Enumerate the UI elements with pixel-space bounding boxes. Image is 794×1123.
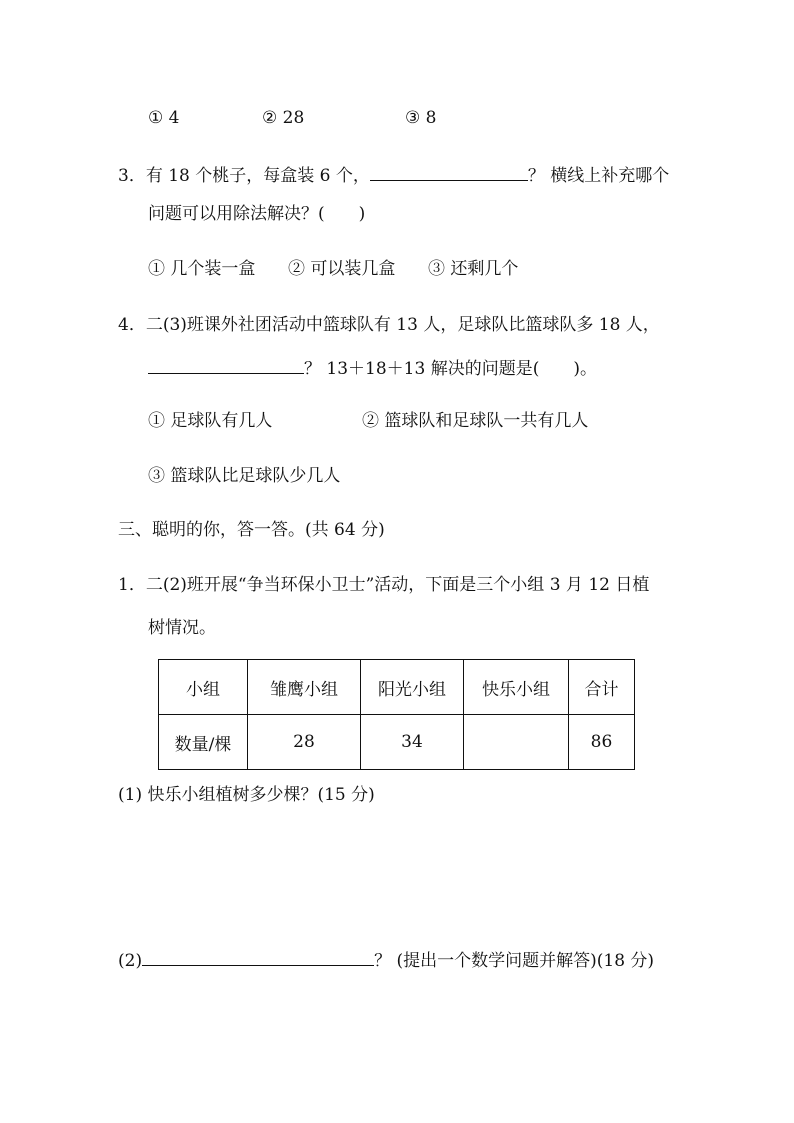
problem-1-number: 1． bbox=[118, 575, 146, 595]
table-header-cell: 快乐小组 bbox=[464, 660, 569, 715]
q2-option-2: ② 28 bbox=[262, 108, 305, 128]
sub-question-2-label: (2) bbox=[118, 951, 143, 971]
question-4-text-after: ？ 13＋18＋13 解决的问题是( )。 bbox=[304, 359, 597, 379]
problem-1-line-2: 树情况。 bbox=[148, 618, 216, 638]
question-3-number: 3． bbox=[118, 166, 146, 186]
question-4-option-3: ③ 篮球队比足球队少几人 bbox=[148, 466, 341, 486]
question-3-option-1: ① 几个装一盒 bbox=[148, 259, 256, 279]
table-cell: 34 bbox=[361, 715, 464, 770]
table-header-cell: 小组 bbox=[159, 660, 248, 715]
section-3-heading: 三、聪明的你，答一答。(共 64 分) bbox=[118, 520, 385, 540]
sub-question-1: (1) 快乐小组植树多少棵？(15 分) bbox=[118, 785, 375, 805]
table-header-cell: 合计 bbox=[569, 660, 635, 715]
table-cell: 28 bbox=[248, 715, 361, 770]
table-cell: 数量/棵 bbox=[159, 715, 248, 770]
question-3-text: 有 18 个桃子，每盒装 6 个， bbox=[145, 166, 370, 186]
table-cell-blank[interactable] bbox=[464, 715, 569, 770]
tree-planting-table bbox=[158, 659, 635, 770]
problem-1-line-1 bbox=[118, 574, 649, 596]
question-4-option-1: ① 足球队有几人 bbox=[148, 411, 273, 431]
question-3-line-2: 问题可以用除法解决？( ) bbox=[148, 204, 366, 224]
sub-question-2-text-after: ？ (提出一个数学问题并解答)(18 分) bbox=[374, 951, 655, 971]
q2-option-3: ③ 8 bbox=[405, 108, 437, 128]
question-4-line-1 bbox=[118, 314, 660, 336]
question-4-option-2: ② 篮球队和足球队一共有几人 bbox=[362, 411, 589, 431]
question-3-text-after: ？ 横线上补充哪个 bbox=[527, 166, 670, 186]
question-3-blank[interactable] bbox=[370, 162, 528, 181]
table-header-cell: 雏鹰小组 bbox=[248, 660, 361, 715]
question-4-text: 二(3)班课外社团活动中篮球队有 13 人，足球队比篮球队多 18 人， bbox=[145, 315, 660, 335]
problem-1-text: 二(2)班开展“争当环保小卫士”活动，下面是三个小组 3 月 12 日植 bbox=[145, 575, 650, 595]
question-3-option-3: ③ 还剩几个 bbox=[428, 259, 519, 279]
question-4-line-2 bbox=[148, 355, 597, 380]
table-header-row bbox=[159, 660, 635, 715]
question-4-blank[interactable] bbox=[148, 355, 304, 374]
table-header-cell: 阳光小组 bbox=[361, 660, 464, 715]
question-3-option-2: ② 可以装几盒 bbox=[288, 259, 396, 279]
sub-question-2 bbox=[118, 947, 654, 972]
question-4-number: 4． bbox=[118, 315, 146, 335]
table-cell: 86 bbox=[569, 715, 635, 770]
q2-option-1: ① 4 bbox=[148, 108, 180, 128]
table-row bbox=[159, 715, 635, 770]
question-3-line-1 bbox=[118, 162, 669, 187]
sub-question-2-blank[interactable] bbox=[142, 947, 374, 966]
